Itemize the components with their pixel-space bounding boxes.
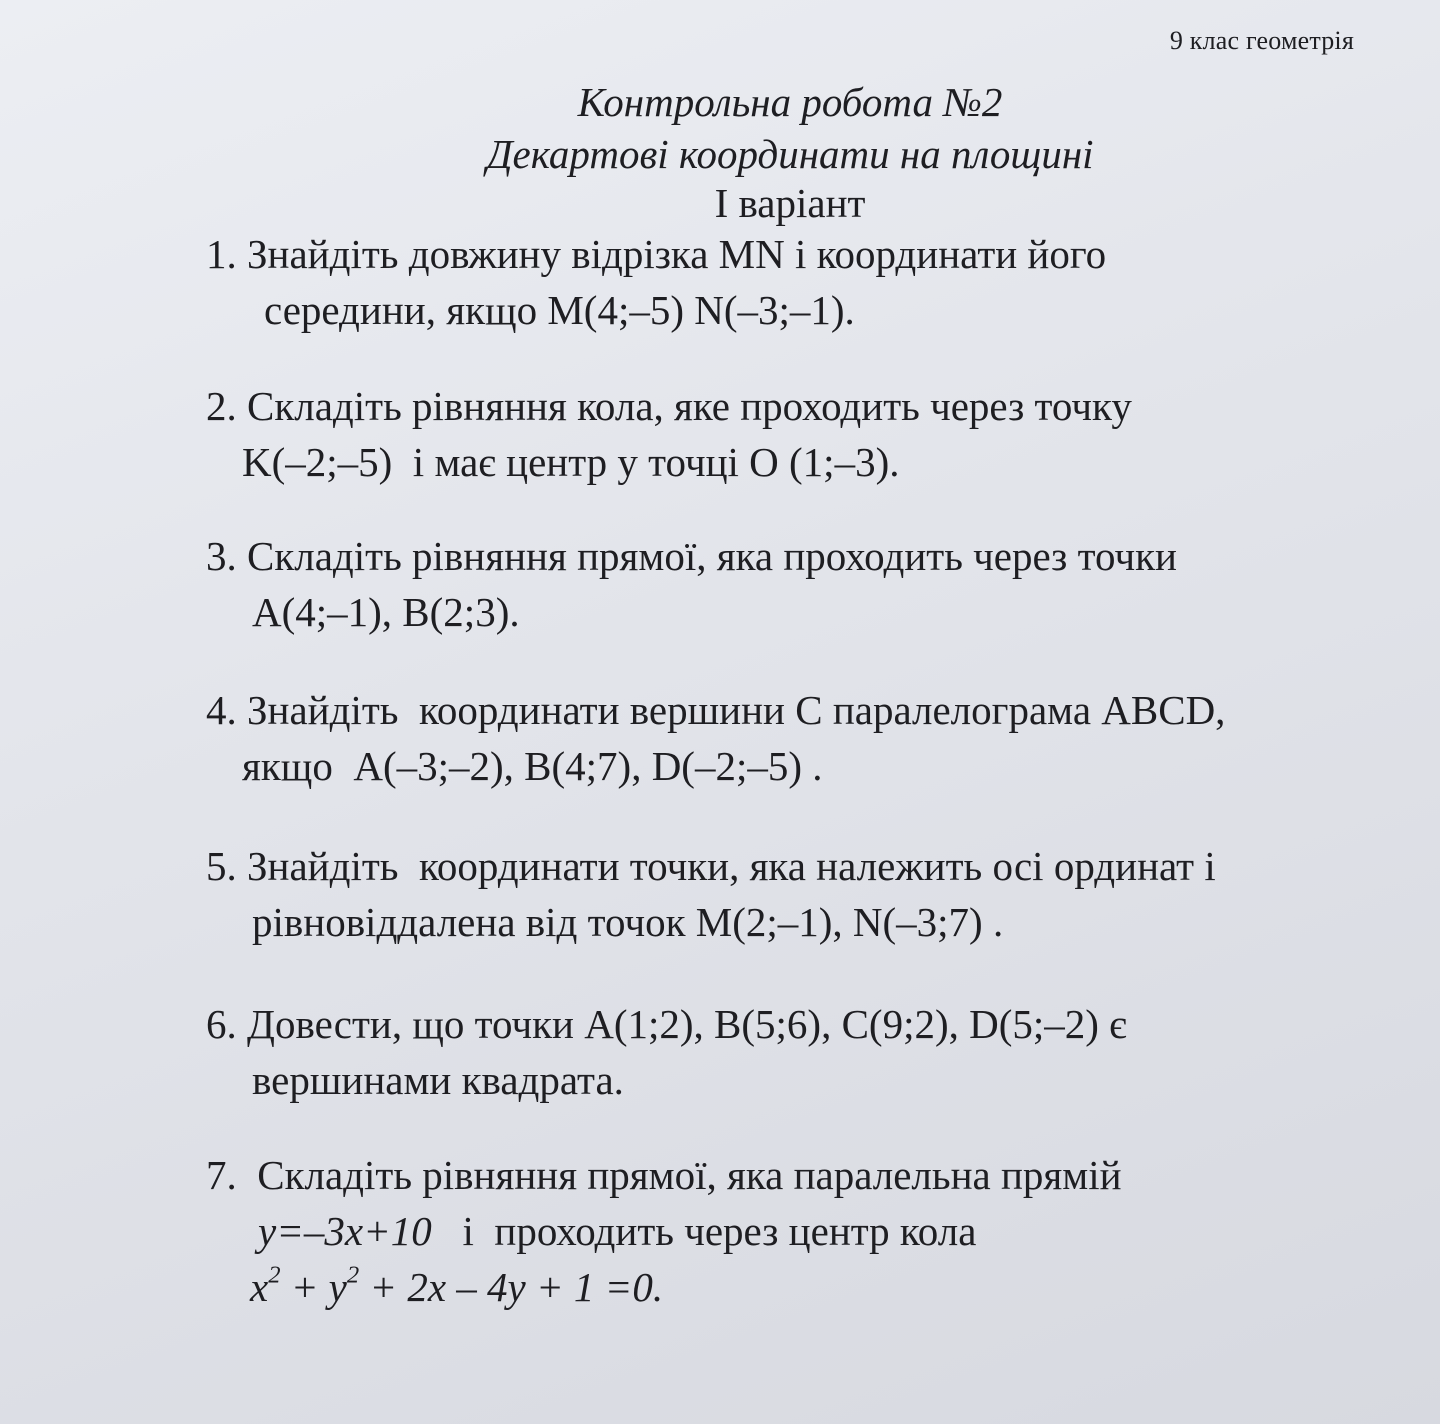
task-2-line-1 <box>206 378 1366 434</box>
task-6 <box>206 996 1366 1108</box>
task-4-text-1: Знайдіть координати вершини C паралелограма ABCD, <box>247 687 1226 733</box>
task-7-number: 7. <box>206 1152 237 1198</box>
task-4-line-2: якщо A(–3;–2), B(4;7), D(–2;–5) . <box>242 743 823 789</box>
task-7-line-equation: y=–3x+10 <box>258 1208 432 1254</box>
task-1 <box>206 226 1366 338</box>
task-5-line-1 <box>206 838 1366 894</box>
task-6-line-1 <box>206 996 1366 1052</box>
task-1-line-2: середини, якщо M(4;–5) N(–3;–1). <box>264 287 855 333</box>
eq-x: x <box>250 1264 269 1310</box>
task-2-number: 2. <box>206 383 237 429</box>
task-2 <box>206 378 1366 490</box>
task-4-line-1 <box>206 682 1366 738</box>
eq-y-exponent: 2 <box>346 1261 360 1289</box>
grade-label: 9 клас геометрія <box>1169 26 1354 55</box>
task-3-line-1 <box>206 528 1366 584</box>
task-3-text-1: Складіть рівняння прямої, яка проходить через точки <box>247 533 1177 579</box>
task-2-text-1: Складіть рівняння кола, яке проходить через точку <box>247 383 1132 429</box>
task-3 <box>206 528 1366 640</box>
task-5 <box>206 838 1366 950</box>
task-7-circle-equation <box>206 1259 1366 1315</box>
task-5-number: 5. <box>206 843 237 889</box>
task-3-number: 3. <box>206 533 237 579</box>
task-1-line-1 <box>206 226 1366 282</box>
task-3-line-2: A(4;–1), B(2;3). <box>252 589 520 635</box>
eq-rest: + 2x – 4y + 1 =0. <box>359 1264 664 1310</box>
task-7 <box>206 1147 1366 1315</box>
task-6-number: 6. <box>206 1001 237 1047</box>
task-7-line-1 <box>206 1147 1366 1203</box>
task-5-line-2: рівновіддалена від точок M(2;–1), N(–3;7) . <box>252 899 1004 945</box>
eq-x-exponent: 2 <box>268 1261 281 1289</box>
task-7-line-2 <box>206 1203 1366 1259</box>
eq-plus: + <box>280 1264 329 1310</box>
task-4-number: 4. <box>206 687 237 733</box>
variant-label: І варіант <box>714 180 866 226</box>
task-6-line-2: вершинами квадрата. <box>252 1057 624 1103</box>
task-7-text-1: Складіть рівняння прямої, яка паралельна прямій <box>257 1152 1122 1198</box>
task-4 <box>206 682 1366 794</box>
task-6-text-1: Довести, що точки A(1;2), B(5;6), C(9;2), D(5;–2) є <box>247 1001 1127 1047</box>
test-title: Контрольна робота №2 <box>577 79 1003 125</box>
eq-y: y <box>328 1264 347 1310</box>
test-subtitle: Декартові координати на площині <box>486 131 1094 177</box>
task-5-text-1: Знайдіть координати точки, яка належить осі ординат і <box>247 843 1216 889</box>
task-1-number: 1. <box>206 231 237 277</box>
task-7-text-2: і проходить через центр кола <box>462 1208 977 1254</box>
task-2-line-2: K(–2;–5) і має центр у точці O (1;–3). <box>242 439 900 485</box>
task-1-text-1: Знайдіть довжину відрізка MN і координати його <box>247 231 1107 277</box>
